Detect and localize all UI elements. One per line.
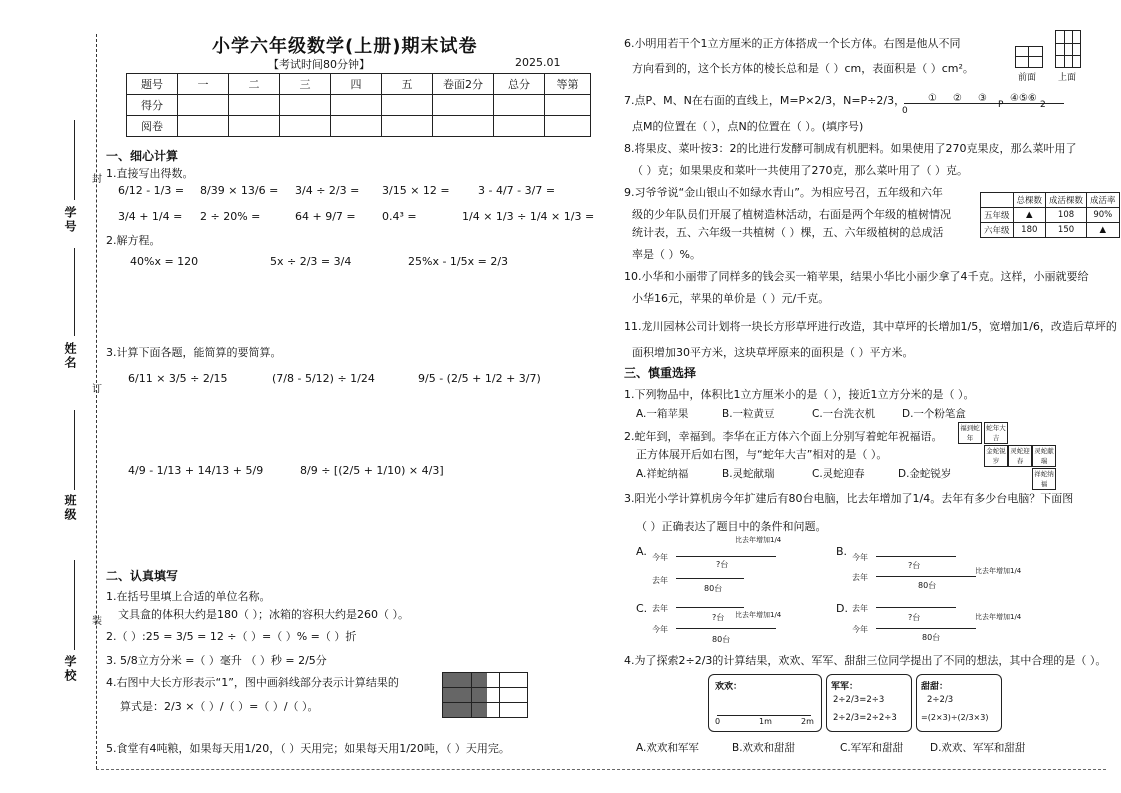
number-line-point-3: ③ [978,93,987,104]
class-write-line[interactable] [74,410,75,490]
s3-q2-option-b[interactable]: B.灵蛇献瑞 [722,468,775,480]
grader-row-label: 阅卷 [127,116,178,137]
score-header-cell: 等第 [545,74,591,95]
section3-heading: 三、慎重选择 [624,366,697,380]
tree-table-cell [981,193,1014,208]
tree-table-cell: 90% [1087,208,1120,223]
s3-q1-option-d[interactable]: D.一个粉笔盒 [902,408,966,420]
junjun-idea-box [826,674,912,732]
number-line-zero: 0 [902,106,908,116]
seal-mark: 封 [92,174,102,185]
s2-q11: 11.龙川园林公司计划将一块长方形草坪进行改造，其中草坪的长增加1/5，宽增加1/6，改造后草坪的 [624,320,1117,333]
number-line-point-2: ② [953,93,962,104]
s2-q9-body3: 率是（ ）%。 [632,248,701,261]
tree-table-cell: 五年级 [981,208,1014,223]
tiantian-name: 甜甜： [921,682,949,692]
student-name-label: 姓名 [63,342,77,370]
diagram-80: 80台 [704,584,723,593]
grid-line [1016,56,1042,57]
diagram-question: ?台 [908,561,921,570]
diagram-label-last-year: 去年 [652,604,668,613]
s3-q3-option-a[interactable]: A. [636,545,647,558]
grader-cell[interactable] [178,116,229,137]
diagram-label-this-year: 今年 [652,553,668,562]
diagram-label-last-year: 去年 [852,573,868,582]
diagram-80: 80台 [712,635,731,644]
grader-cell[interactable] [229,116,280,137]
section1-heading: 一、细心计算 [106,149,179,163]
s2-q4-formula: 算式是：2/3 ×（ ）/（ ）=（ ）/（ ）。 [120,700,319,713]
s2-q9-body: 级的少年队员们开展了植树造林活动，右面是两个年级的植树情况 [632,208,951,221]
bar-last-year [876,576,976,577]
s3-q2-option-a[interactable]: A.祥蛇纳福 [636,468,689,480]
grid-line [1064,31,1065,67]
front-view-figure [1015,46,1043,68]
q1-item: 3/4 + 1/4 = [118,210,183,223]
score-table [126,73,591,137]
s2-q2: 2.（ ）:25 = 3/5 = 12 ÷（ ）=（ ）% =（ ）折 [106,630,357,643]
bar-this-year [676,556,776,557]
cube-net-face: 金蛇锐岁 [984,445,1008,467]
grid-line [1056,43,1080,44]
student-id-label: 学号 [63,206,77,234]
tree-table-cell: ▲ [1087,223,1120,238]
q2-equation: 25%x - 1/5x = 2/3 [408,255,509,268]
q2-title: 2.解方程。 [106,234,161,247]
diagram-more-note: 比去年增加1/4 [975,567,1022,575]
diagram-more-note: 比去年增加1/4 [975,613,1022,621]
class-label: 班级 [63,494,77,522]
q3-expression: 4/9 - 1/13 + 14/13 + 5/9 [128,464,264,477]
s3-q3: 3.阳光小学计算机房今年扩建后有80台电脑，比去年增加了1/4。去年有多少台电脑？下面图 [624,492,1074,505]
score-cell[interactable] [545,95,591,116]
score-header-cell: 卷面2分 [433,74,494,95]
section2-heading: 二、认真填写 [106,569,179,583]
grid-line [471,673,472,717]
grader-cell[interactable] [494,116,545,137]
diagram-label-this-year: 今年 [652,625,668,634]
tree-table-row [981,208,1120,223]
s3-q3-option-b[interactable]: B. [836,545,848,558]
s2-q8: 8.将果皮、菜叶按3：2的比进行发酵可制成有机肥料。如果使用了270克果皮，那么菜叶用了 [624,142,1077,155]
diagram-80: 80台 [922,633,941,642]
q1-item: 0.4³ = [382,210,417,223]
s2-q1: 1.在括号里填上合适的单位名称。 [106,590,271,603]
score-header-cell: 一 [178,74,229,95]
q1-item: 2 ÷ 20% = [200,210,261,223]
huanhuan-tick: 1m [759,717,772,726]
huanhuan-number-line [717,715,811,716]
grader-cell[interactable] [545,116,591,137]
page-bottom-rule [96,769,1106,770]
tree-table-header [981,193,1120,208]
s2-q9-body2: 统计表，五、六年级一共植树（ ）棵，五、六年级植树的总成活 [632,226,944,239]
cube-net-face: 蛇年大吉 [984,422,1008,444]
s3-q2-body: 正方体展开后如右图，与“蛇年大吉”相对的是（ ）。 [636,448,888,461]
bar-last-year [676,607,744,608]
score-cell[interactable] [229,95,280,116]
s2-q10: 10.小华和小丽带了同样多的钱会买一箱苹果，结果小华比小丽少拿了4千克。这样，小丽就要给 [624,270,1089,283]
name-write-line[interactable] [74,248,75,336]
grid-line [443,687,527,688]
grader-cell[interactable] [331,116,382,137]
grader-cell[interactable] [280,116,331,137]
s3-q1: 1.下列物品中，体积比1立方厘米小的是（ ），接近1立方分米的是（ ）。 [624,388,975,401]
tree-table-cell: 108 [1046,208,1087,223]
bar-this-year [876,556,956,557]
tree-table-cell: 180 [1013,223,1046,238]
fraction-area-figure [442,672,528,718]
bind-mark: 订 [92,384,102,395]
top-view-label: 上面 [1058,73,1077,83]
score-table-header-row [127,74,591,95]
number-line-point-1: ① [928,93,937,104]
score-cell[interactable] [280,95,331,116]
diagram-label-last-year: 去年 [652,576,668,585]
q3-title: 3.计算下面各题，能简算的要简算。 [106,346,282,359]
grid-line [1028,47,1029,67]
s3-q1-option-b[interactable]: B.一粒黄豆 [722,408,775,420]
diagram-more-note: 比去年增加1/4 [735,536,782,544]
score-cell[interactable] [331,95,382,116]
junjun-name: 军军： [831,682,859,692]
tree-table-row [981,223,1120,238]
score-header-cell: 五 [382,74,433,95]
diagram-label-this-year: 今年 [852,553,868,562]
school-label: 学校 [63,655,77,683]
exam-title: 小学六年级数学(上册)期末试卷 [212,36,478,57]
bar-this-year [676,628,776,629]
cube-net-face: 福到蛇年 [958,422,982,444]
tree-table-cell: ▲ [1013,208,1046,223]
tiantian-idea-box [916,674,1002,732]
number-line-two: 2 [1040,100,1046,110]
diagram-question: ?台 [716,560,729,569]
bar-last-year [676,578,744,579]
q1-item: 3 - 4/7 - 3/7 = [478,184,556,197]
q1-title: 1.直接写出得数。 [106,167,194,180]
junjun-line-2: 2÷2/3=2÷2÷3 [833,713,897,723]
grader-cell[interactable] [382,116,433,137]
tree-planting-table [980,192,1120,238]
score-cell[interactable] [494,95,545,116]
bar-last-year [876,607,956,608]
s3-q2-option-d[interactable]: D.金蛇锐岁 [898,468,952,480]
school-write-line[interactable] [74,560,75,650]
huanhuan-idea-box [708,674,822,732]
s2-q10-body: 小华16元，苹果的单价是（ ）元/千克。 [632,292,830,305]
s2-q1-body: 文具盒的体积大约是180（ ）；冰箱的容积大约是260（ ）。 [118,608,409,621]
q3-expression: 8/9 ÷ [(2/5 + 1/10) × 4/3] [300,464,444,477]
score-cell[interactable] [382,95,433,116]
shaded-region [443,673,487,717]
exam-date: 2025.01 [515,56,561,69]
diagram-question: ?台 [712,613,725,622]
s3-q3-option-d[interactable]: D. [836,602,848,615]
score-row [127,95,591,116]
cube-net-face: 灵蛇献瑞 [1032,445,1056,467]
diagram-question: ?台 [908,613,921,622]
grader-cell[interactable] [433,116,494,137]
score-header-cell: 二 [229,74,280,95]
huanhuan-tick: 2m [801,717,814,726]
q2-equation: 5x ÷ 2/3 = 3/4 [270,255,352,268]
grid-line [499,673,500,717]
s2-q5: 5.食堂有4吨粮，如果每天用1/20，（ ）天用完；如果每天用1/20吨，（ ）天用完。 [106,742,510,755]
q3-expression: 6/11 × 3/5 ÷ 2/15 [128,372,228,385]
s2-q7: 7.点P、M、N在右面的直线上，M=P×2/3，N=P÷2/3， [624,94,906,107]
s2-q3: 3. 5/8立方分米 =（ ）毫升 （ ）秒 = 2/5分 [106,654,327,667]
s3-q4-option-c[interactable]: C.军军和甜甜 [840,742,904,754]
s3-q2-option-c[interactable]: C.灵蛇迎春 [812,468,865,480]
diagram-more-note: 比去年增加1/4 [735,611,782,619]
s2-q6-body: 方向看到的，这个长方体的棱长总和是（ ）cm，表面积是（ ）cm²。 [632,62,974,75]
grid-line [1056,55,1080,56]
tree-table-cell: 成活棵数 [1046,193,1087,208]
score-row-label: 得分 [127,95,178,116]
s3-q4-option-b[interactable]: B.欢欢和甜甜 [732,742,796,754]
diagram-label-this-year: 今年 [852,625,868,634]
number-line-p: P [998,100,1004,110]
s3-q4-option-a[interactable]: A.欢欢和军军 [636,742,699,754]
q1-item: 1/4 × 1/3 ÷ 1/4 × 1/3 = [462,210,595,223]
front-view-label: 前面 [1018,73,1037,83]
s3-q4-option-d[interactable]: D.欢欢、军军和甜甜 [930,742,1026,754]
score-cell[interactable] [433,95,494,116]
score-header-cell: 三 [280,74,331,95]
id-write-line[interactable] [74,120,75,200]
s2-q9: 9.习爷爷说“金山银山不如绿水青山”。为相应号召，五年级和六年 [624,186,943,199]
diagram-label-last-year: 去年 [852,604,868,613]
tiantian-line-2: =(2×3)÷(2/3×3) [921,713,989,722]
s2-q7-body: 点M的位置在（ ），点N的位置在（ ）。(填序号) [632,120,864,133]
score-header-cell: 总分 [494,74,545,95]
diagram-80: 80台 [918,581,937,590]
q3-expression: 9/5 - (2/5 + 1/2 + 3/7) [418,372,541,385]
q3-expression: (7/8 - 5/12) ÷ 1/24 [272,372,375,385]
cube-net-face: 祥蛇纳福 [1032,468,1056,490]
top-view-figure [1055,30,1081,68]
s3-q4: 4.为了探索2÷2/3的计算结果，欢欢、军军、甜甜三位同学提出了不同的想法，其中合理的是（ ）。 [624,654,1107,667]
tree-table-cell: 总棵数 [1013,193,1046,208]
s2-q8-body: （ ）克；如果果皮和菜叶一共使用了270克，那么菜叶用了（ ）克。 [632,164,968,177]
tree-table-cell: 150 [1046,223,1087,238]
q1-item: 64 + 9/7 = [295,210,356,223]
tree-table-cell: 六年级 [981,223,1014,238]
q2-equation: 40%x = 120 [130,255,199,268]
s2-q11-body: 面积增加30平方米，这块草坪原来的面积是（ ）平方米。 [632,346,914,359]
s3-q1-option-a[interactable]: A.一箱苹果 [636,408,689,420]
s2-q4: 4.右图中大长方形表示“1”，图中画斜线部分表示计算结果的 [106,676,399,689]
exam-time-note: 【考试时间80分钟】 [268,58,370,71]
q1-item: 3/4 ÷ 2/3 = [295,184,360,197]
tree-table-cell: 成活率 [1087,193,1120,208]
bar-this-year [876,628,976,629]
score-header-cell: 题号 [127,74,178,95]
tiantian-line-1: 2÷2/3 [927,695,954,705]
score-cell[interactable] [178,95,229,116]
q1-item: 3/15 × 12 = [382,184,450,197]
grid-line [443,702,527,703]
cube-net-face: 灵蛇迎春 [1008,445,1032,467]
grader-row [127,116,591,137]
s3-q3-body: （ ）正确表达了题目中的条件和问题。 [636,520,827,533]
s3-q2: 2.蛇年到，幸福到。李华在正方体六个面上分别写着蛇年祝福语。 [624,430,943,443]
close-mark: 装 [92,616,102,627]
score-header-cell: 四 [331,74,382,95]
huanhuan-name: 欢欢： [715,682,743,692]
huanhuan-tick: 0 [715,717,721,726]
s3-q3-option-c[interactable]: C. [636,602,648,615]
junjun-line-1: 2÷2/3=2÷3 [833,695,885,705]
binding-dashed-line [96,34,97,769]
s2-q6: 6.小明用若干个1立方厘米的正方体搭成一个长方体。右图是他从不同 [624,37,961,50]
grid-line [1072,31,1073,67]
number-line-point-4: ④⑤⑥ [1010,93,1037,104]
q1-item: 6/12 - 1/3 = [118,184,185,197]
q1-item: 8/39 × 13/6 = [200,184,279,197]
s3-q1-option-c[interactable]: C.一台洗衣机 [812,408,876,420]
